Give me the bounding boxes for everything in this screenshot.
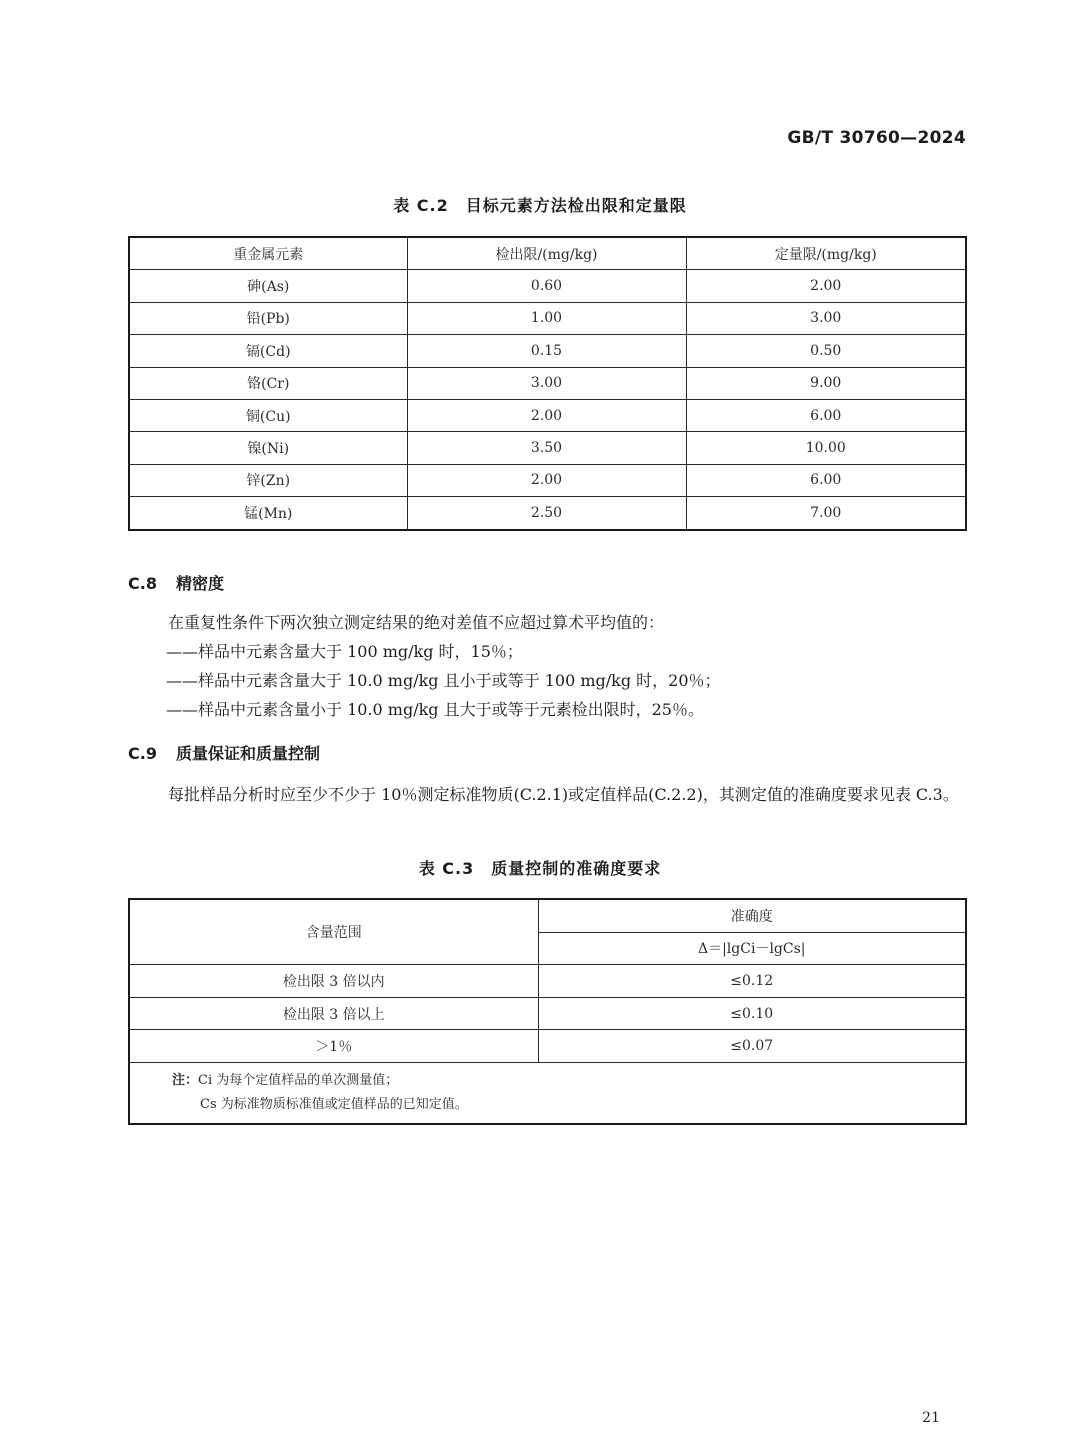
table-row: [129, 335, 966, 367]
column-header: 准确度: [538, 899, 966, 932]
quantification-limit-cell: 3.00: [686, 302, 966, 334]
table-row: [129, 399, 966, 431]
table-row: [129, 367, 966, 399]
quantification-limit-cell: 2.00: [686, 270, 966, 302]
page-number: 21: [922, 1410, 940, 1426]
quantification-limit-cell: 9.00: [686, 367, 966, 399]
formula-cell: Δ＝|lgCi－lgCs|: [538, 932, 966, 965]
detection-limit-cell: 0.60: [407, 270, 686, 302]
table-c2: [128, 236, 967, 531]
section-title: 质量保证和质量控制: [176, 744, 321, 763]
detection-limit-cell: 3.50: [407, 432, 686, 464]
section-number: C.9: [128, 744, 157, 763]
section-c9-body: [128, 780, 970, 809]
precision-item: ——样品中元素含量小于 10.0 mg/kg 且大于或等于元素检出限时，25％。: [166, 700, 704, 719]
table-row: [129, 302, 966, 334]
detection-limit-cell: 2.50: [407, 497, 686, 530]
qc-paragraph: 每批样品分析时应至少不少于 10％测定标准物质(C.2.1)或定值样品(C.2.2)，其测定值的准确度要求见表 C.3。: [168, 785, 959, 804]
detection-limit-cell: 1.00: [407, 302, 686, 334]
element-cell: 锌(Zn): [129, 464, 407, 496]
table-row: [129, 997, 966, 1030]
table-header-row: [129, 899, 966, 932]
column-header: 含量范围: [129, 899, 538, 965]
table-row: [129, 497, 966, 530]
range-cell: 检出限 3 倍以内: [129, 965, 538, 998]
quantification-limit-cell: 6.00: [686, 464, 966, 496]
range-cell: 检出限 3 倍以上: [129, 997, 538, 1030]
detection-limit-cell: 0.15: [407, 335, 686, 367]
table-header-row: [129, 237, 966, 270]
quantification-limit-cell: 6.00: [686, 399, 966, 431]
note-label: 注：: [172, 1072, 199, 1088]
precision-intro: 在重复性条件下两次独立测定结果的绝对差值不应超过算术平均值的：: [168, 613, 665, 632]
accuracy-cell: ≤0.07: [538, 1030, 966, 1063]
note-text: Cs 为标准物质标准值或定值样品的已知定值。: [200, 1096, 468, 1112]
accuracy-cell: ≤0.12: [538, 965, 966, 998]
column-header: 重金属元素: [129, 237, 407, 270]
table-row: [129, 1030, 966, 1063]
precision-item: ——样品中元素含量大于 10.0 mg/kg 且小于或等于 100 mg/kg 时，20％；: [166, 671, 721, 690]
table-row: [129, 965, 966, 998]
detection-limit-cell: 2.00: [407, 399, 686, 431]
table-c3-title: 表 C.3 质量控制的准确度要求: [418, 859, 662, 878]
precision-item: ——样品中元素含量大于 100 mg/kg 时，15％；: [166, 642, 523, 661]
element-cell: 镉(Cd): [129, 335, 407, 367]
section-c8-body: [128, 608, 970, 724]
accuracy-cell: ≤0.10: [538, 997, 966, 1030]
element-cell: 铬(Cr): [129, 367, 407, 399]
quantification-limit-cell: 10.00: [686, 432, 966, 464]
table-c3: [128, 898, 967, 1125]
section-title: 精密度: [176, 574, 225, 593]
quantification-limit-cell: 7.00: [686, 497, 966, 530]
column-header: 定量限/(mg/kg): [686, 237, 966, 270]
detection-limit-cell: 3.00: [407, 367, 686, 399]
table-row: [129, 270, 966, 302]
note-line: [172, 1069, 965, 1093]
table-note-row: [129, 1062, 966, 1124]
quantification-limit-cell: 0.50: [686, 335, 966, 367]
element-cell: 锰(Mn): [129, 497, 407, 530]
element-cell: 铜(Cu): [129, 399, 407, 431]
element-cell: 铅(Pb): [129, 302, 407, 334]
section-c9-heading: [128, 741, 320, 764]
section-number: C.8: [128, 574, 157, 593]
table-note: [129, 1062, 966, 1124]
table-row: [129, 432, 966, 464]
standard-code: GB/T 30760—2024: [787, 128, 966, 148]
table-row: [129, 464, 966, 496]
column-header: 检出限/(mg/kg): [407, 237, 686, 270]
table-c2-title: 表 C.2 目标元素方法检出限和定量限: [393, 196, 687, 215]
range-cell: ＞1％: [129, 1030, 538, 1063]
section-c8-heading: [128, 571, 224, 594]
note-text: Ci 为每个定值样品的单次测量值；: [198, 1072, 399, 1088]
note-line: [172, 1093, 965, 1117]
element-cell: 砷(As): [129, 270, 407, 302]
element-cell: 镍(Ni): [129, 432, 407, 464]
detection-limit-cell: 2.00: [407, 464, 686, 496]
